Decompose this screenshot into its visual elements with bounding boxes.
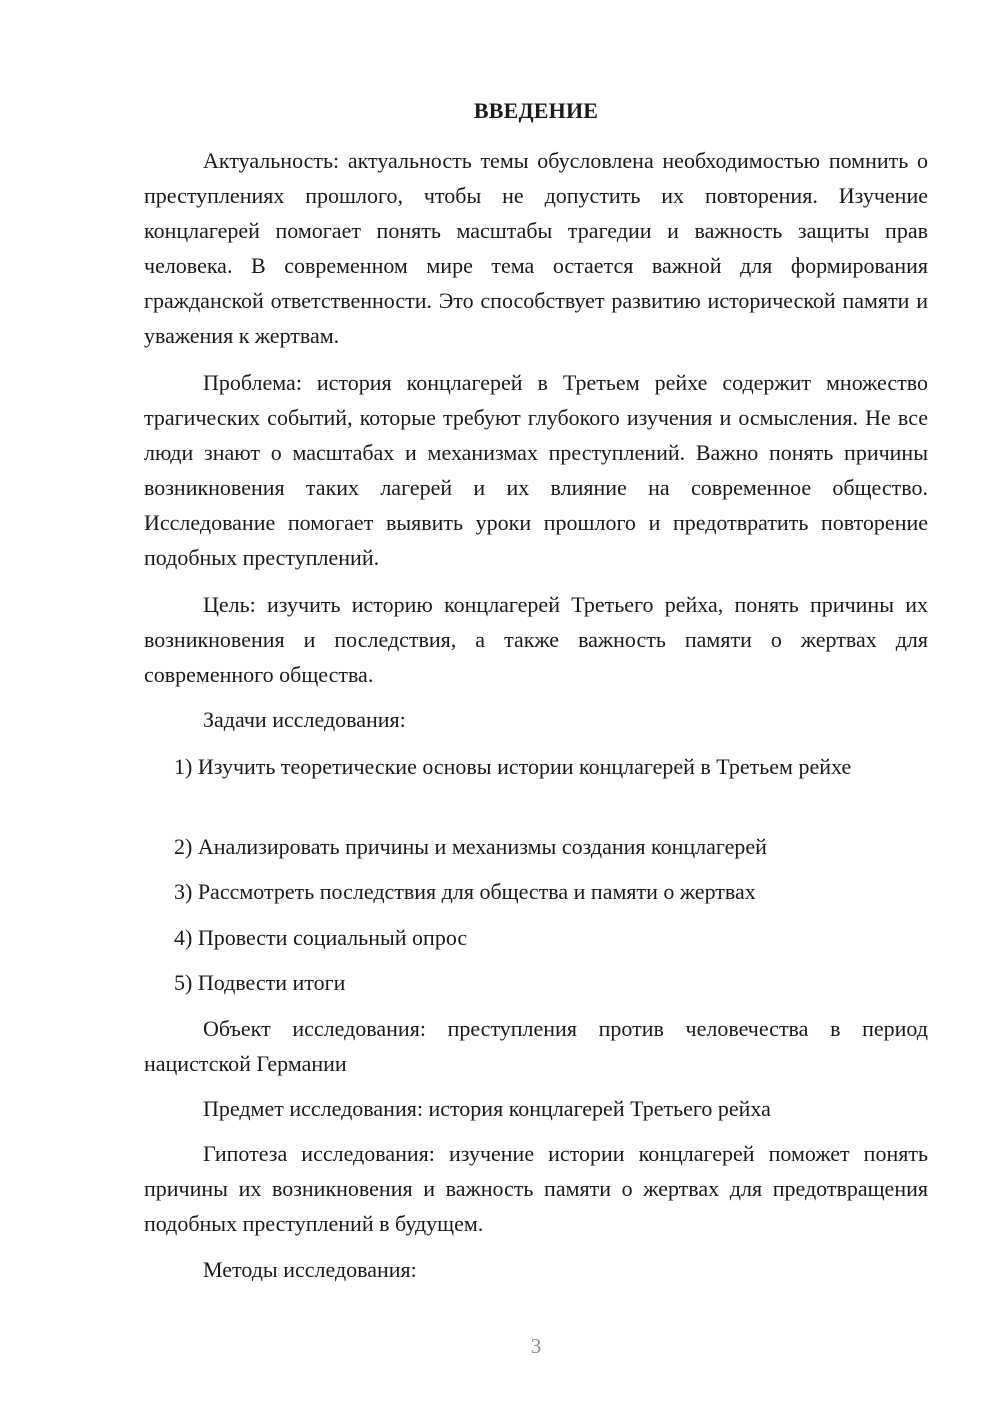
task-1-block xyxy=(144,749,928,784)
task-3-block xyxy=(144,874,928,909)
tasks-heading-block xyxy=(144,702,928,737)
object-block xyxy=(144,1011,928,1081)
task-5-block xyxy=(144,965,928,1000)
methods-heading: Методы исследования: xyxy=(203,1257,417,1282)
section-title: ВВЕДЕНИЕ xyxy=(473,98,599,123)
task-item-1: 1) Изучить теоретические основы истории концлагерей в Третьем рейхе xyxy=(174,754,852,779)
page-body xyxy=(144,143,928,353)
goal-block xyxy=(144,587,928,692)
task-4-block xyxy=(144,920,928,955)
subject-paragraph: Предмет исследования: история концлагерей Третьего рейха xyxy=(203,1096,771,1121)
problem-paragraph: Проблема: история концлагерей в Третьем рейхе содержит множество трагических событий, которые требуют глубокого изучения и осмысления. Не все люди знают о масштабах и механизмах преступлений. Важно понять причины возникновения таких лагерей и их влияние на современное общество. Исследование помогает выявить уроки прошлого и предотвратить повторение подобных преступлений. xyxy=(144,370,928,570)
hypothesis-block xyxy=(144,1136,928,1241)
relevance-paragraph: Актуальность: актуальность темы обусловлена необходимостью помнить о преступлениях прошлого, чтобы не допустить их повторения. Изучение концлагерей помогает понять масштабы трагедии и важность защиты прав человека. В современном мире тема остается важной для формирования гражданской ответственности. Это способствует развитию исторической памяти и уважения к жертвам. xyxy=(144,148,928,348)
tasks-heading: Задачи исследования: xyxy=(203,707,406,732)
object-paragraph: Объект исследования: преступления против человечества в период нацистской Германии xyxy=(144,1016,928,1076)
hypothesis-paragraph: Гипотеза исследования: изучение истории концлагерей поможет понять причины их возникновения и важность памяти о жертвах для предотвращения подобных преступлений в будущем. xyxy=(144,1141,928,1236)
task-item-2: 2) Анализировать причины и механизмы создания концлагерей xyxy=(174,834,767,859)
task-item-3: 3) Рассмотреть последствия для общества и памяти о жертвах xyxy=(174,879,756,904)
problem-block xyxy=(144,365,928,575)
page-number: 3 xyxy=(530,1334,542,1358)
task-item-5: 5) Подвести итоги xyxy=(174,970,346,995)
goal-paragraph: Цель: изучить историю концлагерей Третьего рейха, понять причины их возникновения и последствия, а также важность памяти о жертвах для современного общества. xyxy=(144,592,928,687)
task-item-4: 4) Провести социальный опрос xyxy=(174,925,468,950)
task-2-block xyxy=(144,829,928,864)
subject-block xyxy=(144,1091,928,1126)
methods-heading-block xyxy=(144,1252,928,1287)
